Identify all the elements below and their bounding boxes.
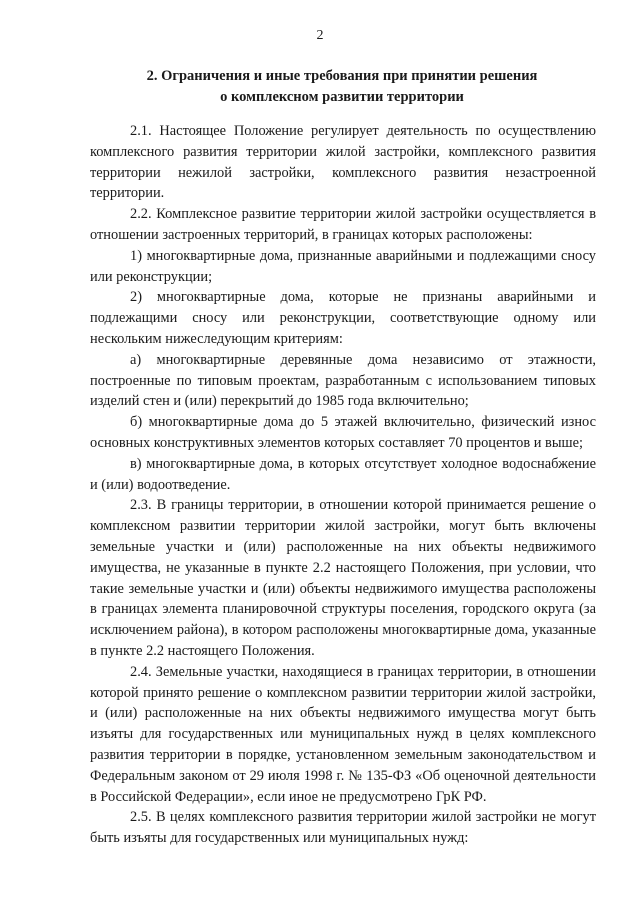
sub-item-a: а) многоквартирные деревянные дома независимо от этажности, построенные по типовым проектам, разработанным с использованием типовых изделий стен и (или) перекрытий до 1985 года включительно; bbox=[90, 351, 596, 410]
sub-item-v: в) многоквартирные дома, в которых отсутствует холодное водоснабжение и (или) водоотведение. bbox=[90, 455, 596, 493]
page-number: 2 bbox=[316, 28, 324, 43]
section-heading bbox=[90, 66, 594, 108]
paragraph-2-3: 2.3. В границы территории, в отношении которой принимается решение о комплексном развитии территории жилой застройки, могут быть включены земельные участки и (или) расположенные на них объекты недвижимого имущества, не указанные в пункте 2.2 настоящего Положения, при условии, что такие земельные участки и (или) объекты недвижимого имущества расположены в границах элемента планировочной структуры поселения, городского округа (за исключением района), в котором расположены многоквартирные дома, указанные в пункте 2.2 настоящего Положения. bbox=[90, 497, 596, 659]
list-item-1: 1) многоквартирные дома, признанные аварийными и подлежащими сносу или реконструкции; bbox=[90, 247, 596, 285]
paragraph-2-4: 2.4. Земельные участки, находящиеся в границах территории, в отношении которой принято решение о комплексном развитии территории жилой застройки, и (или) расположенные на них объекты недвижимого имущества могут быть изъяты для государственных или муниципальных нужд в целях комплексного развития территории в порядке, установленном земельным законодательством и Федеральным законом от 29 июля 1998 г. № 135-ФЗ «Об оценочной деятельности в Российской Федерации», если иное не предусмотрено ГрК РФ. bbox=[90, 663, 596, 805]
paragraph-2-2: 2.2. Комплексное развитие территории жилой застройки осуществляется в отношении застроенных территорий, в границах которых расположены: bbox=[90, 206, 596, 243]
paragraph-2-1: 2.1. Настоящее Положение регулирует деятельность по осуществлению комплексного развития территории жилой застройки, комплексного развития территории нежилой застройки, комплексного развития незастроенной территории. bbox=[90, 123, 596, 202]
list-item-2: 2) многоквартирные дома, которые не признаны аварийными и подлежащими сносу или реконструкции, соответствующие одному или нескольким нижеследующим критериям: bbox=[90, 289, 596, 347]
sub-item-b: б) многоквартирные дома до 5 этажей включительно, физический износ основных конструктивных элементов которых составляет 70 процентов и выше; bbox=[90, 414, 596, 451]
paragraph-2-5: 2.5. В целях комплексного развития территории жилой застройки не могут быть изъяты для государственных или муниципальных нужд: bbox=[90, 809, 596, 847]
section-heading-line-2: о комплексном развитии территории bbox=[220, 89, 464, 105]
section-heading-line-1: 2. Ограничения и иные требования при принятии решения bbox=[146, 68, 538, 84]
document-body bbox=[90, 121, 596, 849]
